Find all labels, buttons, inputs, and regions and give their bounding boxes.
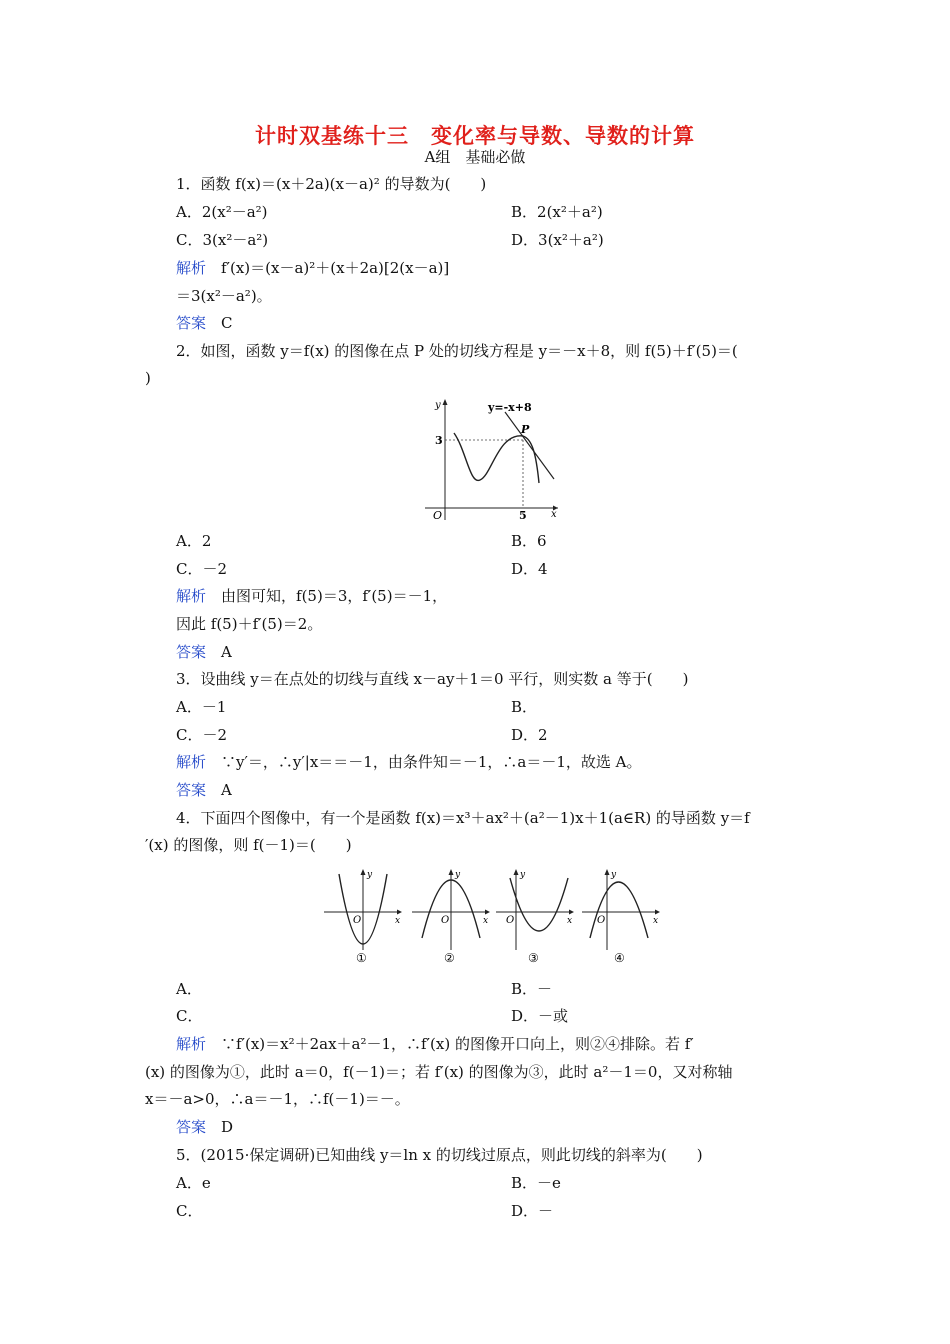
q2-analysis-text: 由图可知，f(5)＝3，f′(5)＝－1， <box>206 587 448 605</box>
q1-option-d: D．3(x²＋a²) <box>511 231 604 249</box>
x-tick-5: 5 <box>519 509 527 522</box>
q4-graph-3 <box>494 866 576 966</box>
q2-analysis-line1 <box>176 586 447 606</box>
y-tick-3: 3 <box>435 434 443 447</box>
q2-stem-cont: ) <box>145 369 151 387</box>
q5-option-c: C． <box>176 1202 203 1220</box>
q4-answer <box>176 1117 233 1137</box>
q2-option-d: D．4 <box>511 560 548 578</box>
analysis-label: 解析 <box>176 259 207 277</box>
q1-option-a: A．2(x²－a²) <box>176 203 268 221</box>
q1-analysis-line1 <box>176 258 449 278</box>
q5-option-a: A．e <box>176 1174 211 1192</box>
origin-label: O <box>353 915 362 926</box>
page-title: 计时双基练十三 变化率与导数、导数的计算 <box>255 123 695 148</box>
q4-analysis-text: ∵f′(x)＝x²＋2ax＋a²－1，∴f′(x) 的图像开口向上，则②④排除。若 f′ <box>206 1035 694 1053</box>
q4-option-b: B．－ <box>511 980 553 998</box>
q4-stem: 4．下面四个图像中，有一个是函数 f(x)＝x³＋ax²＋(a²－1)x＋1(a∈R) 的导函数 y＝f <box>176 809 750 827</box>
q4-stem-cont: ′(x) 的图像，则 f(－1)＝( ) <box>145 836 352 854</box>
origin-label: O <box>597 915 606 926</box>
q3-option-b: B． <box>511 698 538 716</box>
answer-label: 答案 <box>176 781 207 799</box>
point-p-label: P <box>521 423 530 436</box>
x-axis-label: x <box>483 916 489 926</box>
q1-analysis-text: f′(x)＝(x－a)²＋(x＋2a)[2(x－a)] <box>206 259 450 277</box>
q3-answer-value: A <box>206 781 232 799</box>
analysis-label: 解析 <box>176 1035 207 1053</box>
answer-label: 答案 <box>176 314 207 332</box>
origin-label: O <box>441 915 450 926</box>
q5-option-b: B．－e <box>511 1174 561 1192</box>
q4-analysis-line2: (x) 的图像为①，此时 a＝0，f(－1)＝；若 f′(x) 的图像为③，此时 a²－1＝0，又对称轴 <box>145 1063 733 1081</box>
q2-stem: 2．如图，函数 y＝f(x) 的图像在点 P 处的切线方程是 y＝－x＋8，则 f(5)＋f′(5)＝( <box>176 342 738 360</box>
q3-analysis <box>176 752 641 772</box>
origin-label: O <box>433 509 443 522</box>
graph-label-4: ④ <box>614 951 625 965</box>
q1-answer <box>176 313 233 333</box>
q2-option-b: B．6 <box>511 532 547 550</box>
q1-option-b: B．2(x²＋a²) <box>511 203 603 221</box>
q3-option-c: C．－2 <box>176 726 228 744</box>
section-subtitle: A组 基础必做 <box>424 148 526 166</box>
x-axis-label: x <box>395 916 401 926</box>
analysis-label: 解析 <box>176 587 207 605</box>
graph-label-2: ② <box>444 951 455 965</box>
q1-analysis-line2: ＝3(x²－a²)。 <box>176 287 272 305</box>
q4-analysis-line3: x＝－a>0，∴a＝－1，∴f(－1)＝－。 <box>145 1090 410 1108</box>
q3-answer <box>176 780 232 800</box>
q2-function-graph <box>420 395 565 523</box>
q1-stem: 1．函数 f(x)＝(x＋2a)(x－a)² 的导数为( ) <box>176 175 487 193</box>
q5-option-d: D．－ <box>511 1202 554 1220</box>
q3-stem: 3．设曲线 y＝在点处的切线与直线 x－ay＋1＝0 平行，则实数 a 等于( ) <box>176 670 689 688</box>
q3-option-a: A．－1 <box>176 698 227 716</box>
parabola-3 <box>510 878 568 931</box>
q3-option-d: D．2 <box>511 726 548 744</box>
q4-option-d: D．－或 <box>511 1007 569 1025</box>
q1-answer-value: C <box>206 314 233 332</box>
y-axis-label: y <box>611 870 617 880</box>
analysis-label: 解析 <box>176 753 207 771</box>
answer-label: 答案 <box>176 1118 207 1136</box>
q4-graph-4 <box>580 866 662 966</box>
x-axis-label: x <box>551 509 557 520</box>
q2-option-a: A．2 <box>176 532 212 550</box>
tangent-label: y=-x+8 <box>488 401 532 414</box>
q2-answer-value: A <box>206 643 232 661</box>
x-axis-label: x <box>653 916 659 926</box>
tangent-line <box>505 412 554 479</box>
q4-option-a: A． <box>176 980 202 998</box>
q4-graph-1 <box>322 866 404 966</box>
q4-graph-2 <box>410 866 492 966</box>
parabola-4 <box>590 882 648 938</box>
q4-option-c: C． <box>176 1007 203 1025</box>
graph-label-3: ③ <box>528 951 539 965</box>
graph-label-1: ① <box>356 951 367 965</box>
q3-analysis-text: ∵y′＝，∴y′|x＝＝－1，由条件知＝－1，∴a＝－1，故选 A。 <box>206 753 642 771</box>
q1-option-c: C．3(x²－a²) <box>176 231 269 249</box>
q5-stem: 5．(2015·保定调研)已知曲线 y＝ln x 的切线过原点，则此切线的斜率为( ) <box>176 1146 703 1164</box>
y-axis-label: y <box>435 400 441 411</box>
q2-answer <box>176 642 232 662</box>
q2-analysis-line2: 因此 f(5)＋f′(5)＝2。 <box>176 615 323 633</box>
answer-label: 答案 <box>176 643 207 661</box>
q4-answer-value: D <box>206 1118 234 1136</box>
y-axis-label: y <box>367 870 373 880</box>
y-axis-label: y <box>520 870 526 880</box>
origin-label: O <box>506 915 515 926</box>
x-axis-label: x <box>567 916 573 926</box>
q2-option-c: C．－2 <box>176 560 228 578</box>
y-axis-label: y <box>455 870 461 880</box>
q4-analysis-line1 <box>176 1034 694 1054</box>
